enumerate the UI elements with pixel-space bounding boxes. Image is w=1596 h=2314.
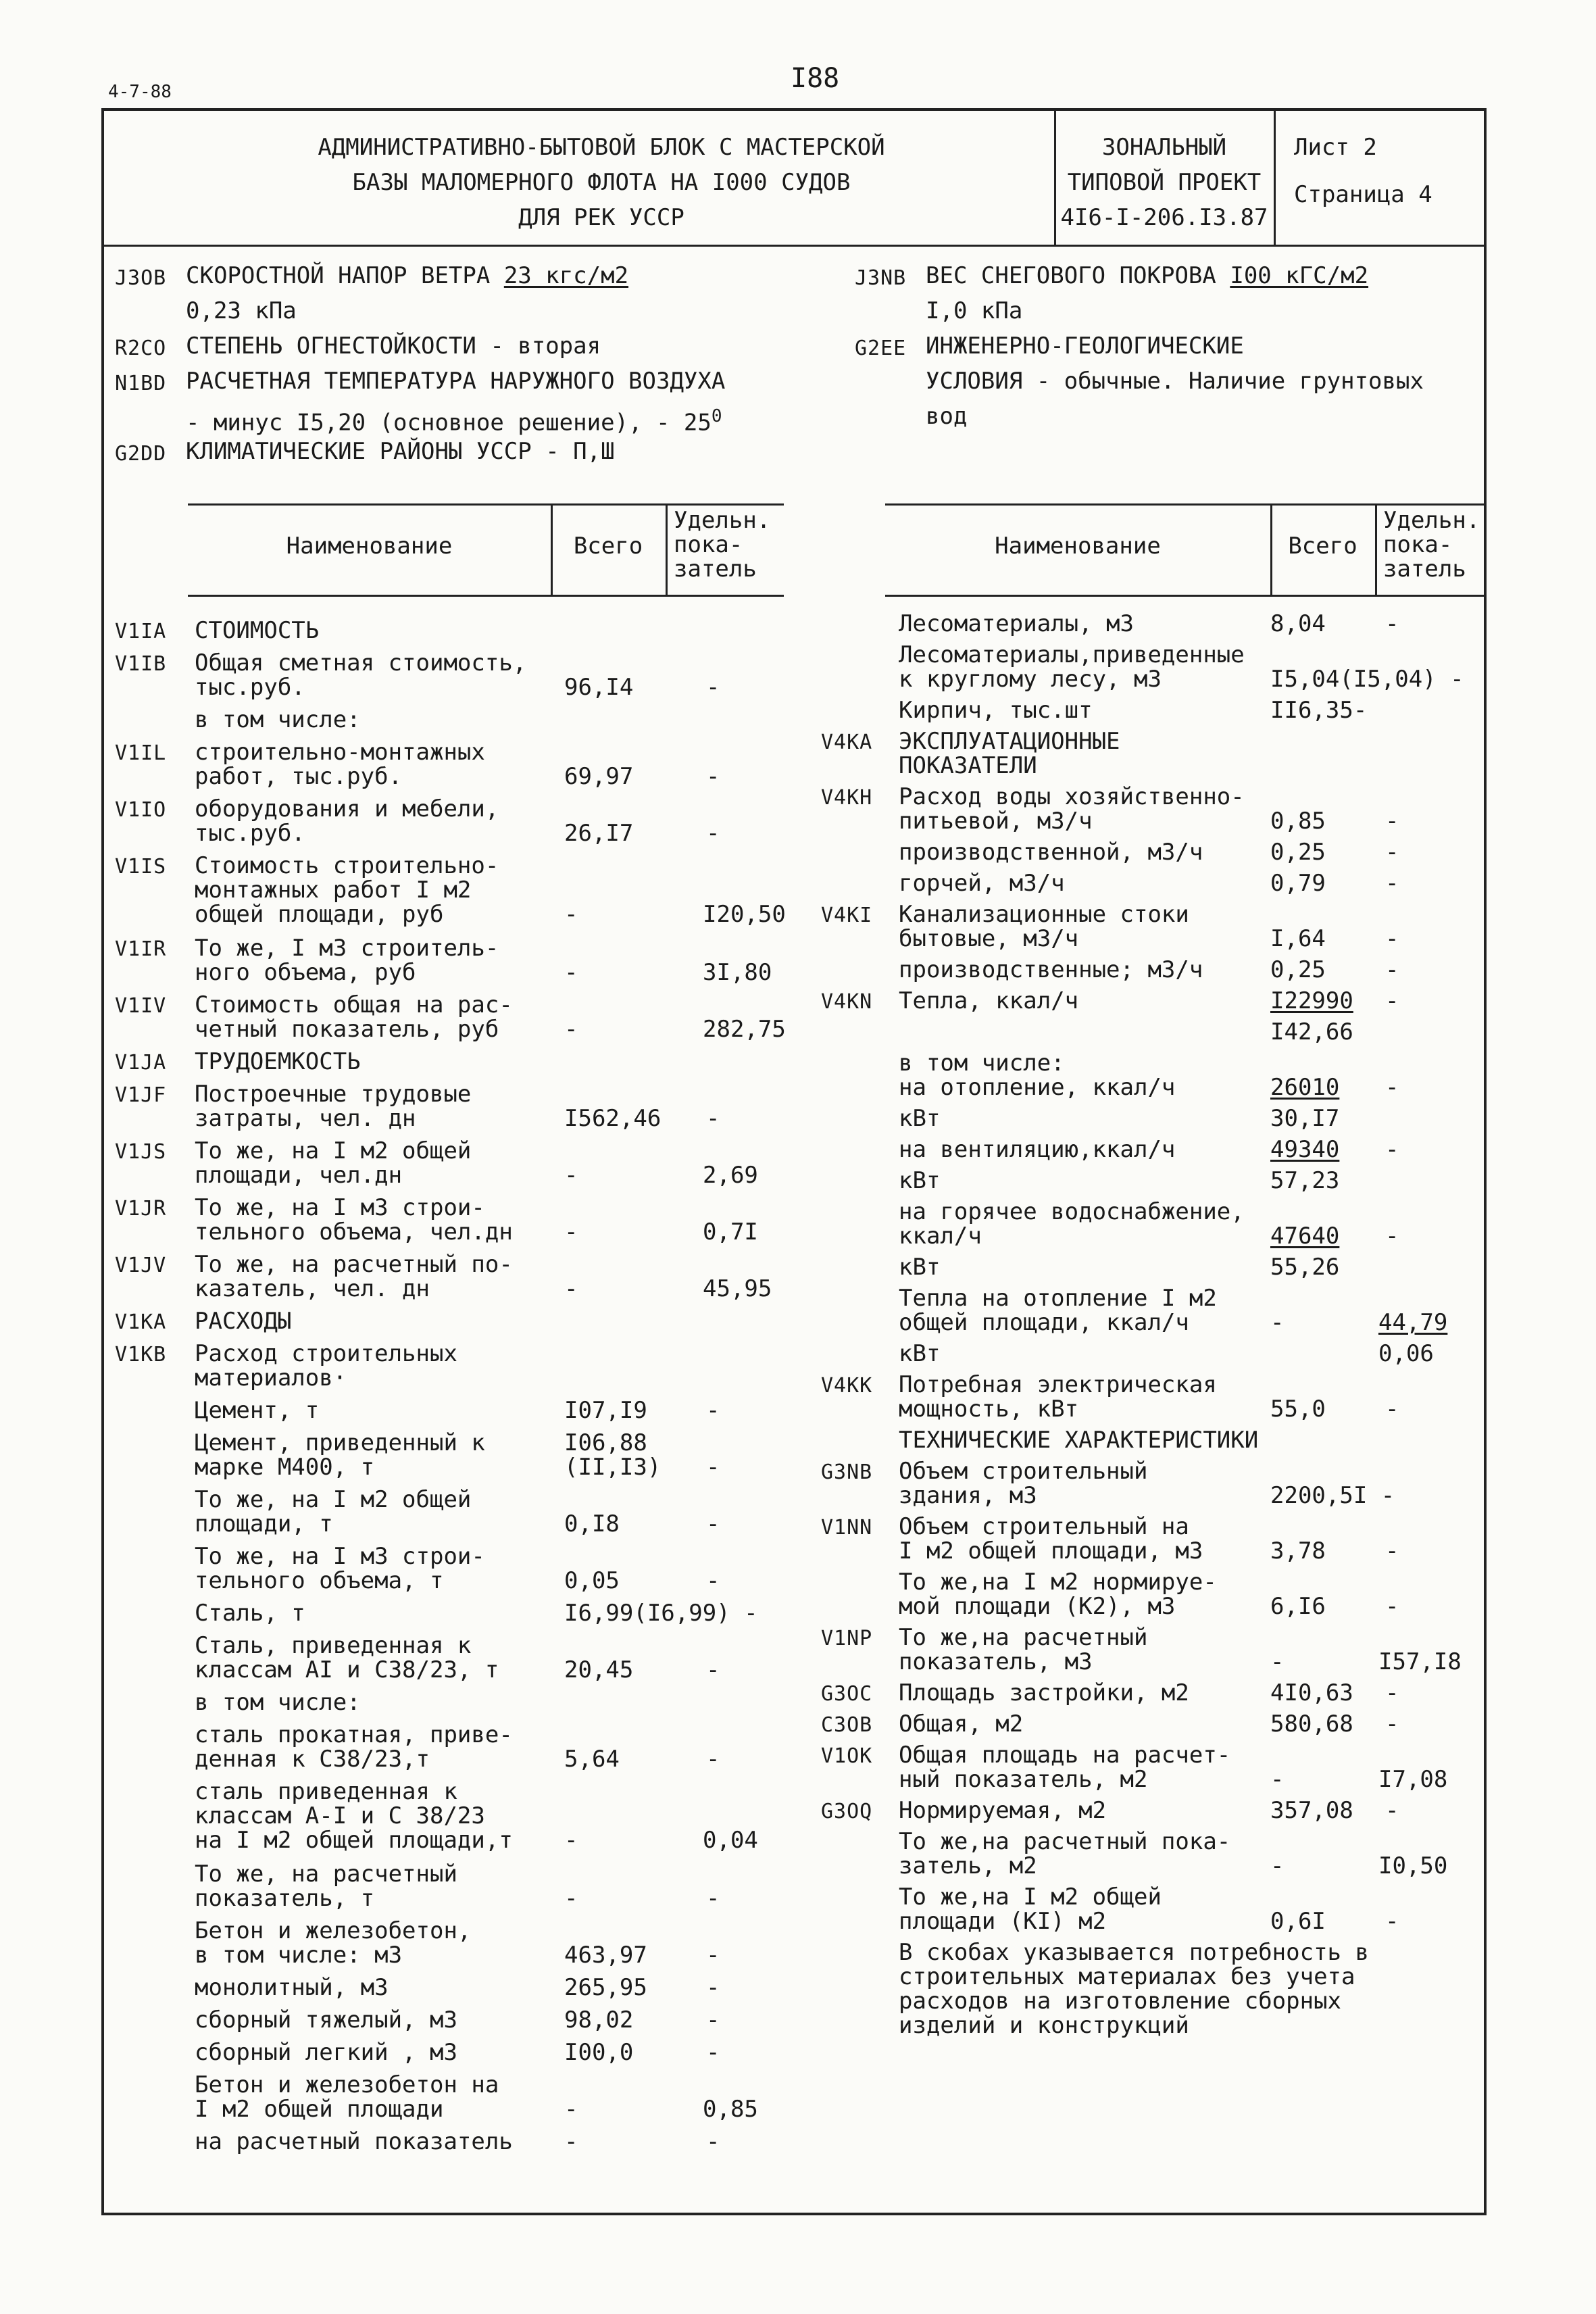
row-total: 0,05 xyxy=(564,1567,620,1594)
row-specific: 2,69 xyxy=(703,1162,758,1189)
param-text xyxy=(926,369,1424,393)
row-label: кВт xyxy=(899,1105,941,1132)
row-specific: - xyxy=(1385,1223,1399,1250)
row-total: 49340 xyxy=(1270,1136,1340,1163)
row-label: сборный легкий , м3 xyxy=(195,2039,457,2066)
row-label: показатель, м3 xyxy=(899,1648,1093,1675)
row-label: показатель, т xyxy=(195,1885,375,1912)
page-label: Страница 4 xyxy=(1294,181,1432,208)
param-value: I00 кГС/м2 xyxy=(1230,262,1369,289)
row-label: То же,на I м2 общей xyxy=(899,1884,1162,1911)
param-label: I,0 кПа xyxy=(926,297,1023,324)
table-header-bottom-rule xyxy=(885,595,1487,597)
row-label: классам AI и С38/23, т xyxy=(195,1656,499,1683)
row-label: Потребная электрическая xyxy=(899,1371,1217,1398)
sheet-label: Лист 2 xyxy=(1294,134,1377,161)
row-label: СТОИМОСТЬ xyxy=(195,617,320,644)
row-total: 2200,5I - xyxy=(1270,1482,1395,1509)
param-code: J3OB xyxy=(115,266,167,290)
row-label: Объем строительный на xyxy=(899,1513,1189,1540)
row-specific: - xyxy=(706,1567,720,1594)
param-text xyxy=(186,404,722,435)
row-label: в том числе: м3 xyxy=(195,1942,403,1969)
row-label: Цемент, т xyxy=(195,1397,320,1424)
table-header-top-rule xyxy=(188,503,784,506)
row-specific: 45,95 xyxy=(703,1275,772,1302)
row-total: I6,99(I6,99) - xyxy=(564,1600,758,1627)
row-label: тельного объема, т xyxy=(195,1567,444,1594)
row-total: 463,97 xyxy=(564,1942,647,1969)
row-specific: - xyxy=(706,820,720,847)
row-code: V1NN xyxy=(821,1516,873,1540)
row-code: V1JR xyxy=(115,1197,167,1221)
row-total: 6,I6 xyxy=(1270,1593,1326,1620)
row-label: площади, чел.дн xyxy=(195,1162,403,1189)
row-code: V1JF xyxy=(115,1083,167,1107)
row-label: То же, на расчетный по- xyxy=(195,1251,513,1278)
row-specific: - xyxy=(1385,925,1399,952)
row-specific: - xyxy=(706,2039,720,2066)
row-label: кВт xyxy=(899,1254,941,1281)
column-header-name: Наименование xyxy=(286,533,453,560)
row-specific: - xyxy=(1385,1537,1399,1565)
row-specific: - xyxy=(706,1942,720,1969)
column-header-name: Наименование xyxy=(995,533,1161,560)
row-label: Общая сметная стоимость, xyxy=(195,649,527,676)
row-total: - xyxy=(1270,1852,1285,1879)
param-label: УСЛОВИЯ - обычные. Наличие грунтовых xyxy=(926,368,1424,395)
param-label: ВЕС СНЕГОВОГО ПОКРОВА xyxy=(926,262,1230,289)
row-label: Кирпич, тыс.шт xyxy=(899,697,1093,724)
row-label: мощность, кВт xyxy=(899,1396,1079,1423)
row-total: - xyxy=(564,1885,578,1912)
row-label: здания, м3 xyxy=(899,1482,1037,1509)
row-total: 26,I7 xyxy=(564,820,634,847)
row-label: общей площади, руб xyxy=(195,901,444,928)
header-title-line: БАЗЫ МАЛОМЕРНОГО ФЛОТА НА I000 СУДОВ xyxy=(352,169,851,196)
row-label: строительно-монтажных xyxy=(195,739,485,766)
row-total: 5,64 xyxy=(564,1746,620,1773)
row-specific: - xyxy=(706,1885,720,1912)
row-total: 0,I8 xyxy=(564,1510,620,1537)
param-text xyxy=(926,264,1368,288)
project-code-line: ТИПОВОЙ ПРОЕКТ xyxy=(1067,169,1262,196)
row-total: I07,I9 xyxy=(564,1397,647,1424)
row-label: ТРУДОЕМКОСТЬ xyxy=(195,1048,361,1075)
row-label: ПОКАЗАТЕЛИ xyxy=(899,752,1037,779)
row-label: на вентиляцию,ккал/ч xyxy=(899,1136,1176,1163)
param-code: J3NB xyxy=(855,266,907,290)
row-label: То же, на I м2 общей xyxy=(195,1137,472,1164)
column-header-specific: Удельн. xyxy=(674,507,771,534)
row-specific: - xyxy=(1385,987,1399,1014)
row-total: 55,0 xyxy=(1270,1396,1326,1423)
row-label: бытовые, м3/ч xyxy=(899,925,1079,952)
param-code: G2EE xyxy=(855,337,907,360)
row-specific: - xyxy=(706,1974,720,2001)
column-header-specific: пока- xyxy=(1383,531,1453,558)
row-label: Нормируемая, м2 xyxy=(899,1797,1107,1824)
row-code: V1IS xyxy=(115,855,167,879)
param-text xyxy=(926,299,1022,323)
row-label: Цемент, приведенный к xyxy=(195,1429,485,1456)
row-label: тыс.руб. xyxy=(195,820,305,847)
row-label: классам А-I и С 38/23 xyxy=(195,1802,485,1829)
row-label: Бетон и железобетон на xyxy=(195,2071,499,2098)
row-specific: - xyxy=(1385,1679,1399,1706)
header-divider-2 xyxy=(1274,108,1276,246)
row-label: Стоимость общая на рас- xyxy=(195,991,513,1018)
row-label: на I м2 общей площади,т xyxy=(195,1827,513,1854)
row-label: казатель, чел. дн xyxy=(195,1275,430,1302)
param-text xyxy=(926,334,1244,358)
row-label: Лесоматериалы, м3 xyxy=(899,610,1134,637)
row-specific: - xyxy=(706,1454,720,1481)
row-code: G3NB xyxy=(821,1460,873,1484)
row-label: ного объема, руб xyxy=(195,959,416,986)
row-label: работ, тыс.руб. xyxy=(195,763,403,790)
row-total: - xyxy=(564,1016,578,1043)
row-total: - xyxy=(1270,1766,1285,1793)
row-specific: - xyxy=(1385,808,1399,835)
param-label: - минус I5,20 (основное решение), - 25 xyxy=(186,409,712,437)
row-total: 30,I7 xyxy=(1270,1105,1340,1132)
row-specific: - xyxy=(706,1105,720,1132)
row-total: 69,97 xyxy=(564,763,634,790)
row-specific: I7,08 xyxy=(1378,1766,1448,1793)
row-label: оборудования и мебели, xyxy=(195,795,499,822)
row-label: марке М400, т xyxy=(195,1454,375,1481)
row-label: То же, на I м2 общей xyxy=(195,1486,472,1513)
row-total: - xyxy=(1270,1309,1285,1336)
row-code: V1JV xyxy=(115,1254,167,1277)
row-label: Сталь, приведенная к xyxy=(195,1632,472,1659)
row-label: кВт xyxy=(899,1167,941,1194)
row-label: То же, на расчетный xyxy=(195,1861,457,1888)
param-text xyxy=(186,334,601,358)
row-label: Лесоматериалы,приведенные xyxy=(899,641,1245,668)
param-label: СКОРОСТНОЙ НАПОР ВЕТРА xyxy=(186,262,504,289)
row-label: материалов· xyxy=(195,1364,347,1392)
row-specific: - xyxy=(1385,1908,1399,1935)
row-code: V1KB xyxy=(115,1343,167,1367)
row-label: затраты, чел. дн xyxy=(195,1105,416,1132)
row-label: питьевой, м3/ч xyxy=(899,808,1093,835)
row-code: V4KK xyxy=(821,1374,873,1398)
row-label: Стоимость строительно- xyxy=(195,852,499,879)
row-label: в том числе: xyxy=(195,1689,361,1716)
row-total: 0,25 xyxy=(1270,839,1326,866)
degree-mark: 0 xyxy=(711,406,722,426)
row-code: V1IV xyxy=(115,994,167,1018)
row-code: V1IL xyxy=(115,741,167,765)
column-header-total: Всего xyxy=(1288,533,1357,560)
row-specific: - xyxy=(706,1397,720,1424)
row-specific: 0,06 xyxy=(1378,1340,1434,1367)
doc-code: 4-7-88 xyxy=(108,82,172,102)
row-total: 0,25 xyxy=(1270,956,1326,983)
table-header-bottom-rule xyxy=(188,595,784,597)
row-total: I42,66 xyxy=(1270,1018,1353,1045)
row-label: ккал/ч xyxy=(899,1223,982,1250)
row-specific: - xyxy=(1385,1136,1399,1163)
row-label: Площадь застройки, м2 xyxy=(899,1679,1189,1706)
param-value: 23 кгс/м2 xyxy=(503,262,629,289)
row-code: V1IR xyxy=(115,937,167,961)
row-code: G3OC xyxy=(821,1682,873,1706)
param-code: N1BD xyxy=(115,372,167,395)
column-header-specific: Удельн. xyxy=(1383,507,1480,534)
row-label: расходов на изготовление сборных xyxy=(899,1988,1342,2015)
row-label: Тепла на отопление I м2 xyxy=(899,1285,1217,1312)
row-label: строительных материалах без учета xyxy=(899,1963,1355,1990)
column-header-specific: затель xyxy=(674,556,757,583)
row-total: - xyxy=(564,901,578,928)
header-title-line: ДЛЯ РЕК УССР xyxy=(518,204,684,231)
row-specific: 0,7I xyxy=(703,1218,758,1246)
row-specific: - xyxy=(706,2128,720,2155)
row-label: кВт xyxy=(899,1340,941,1367)
param-label: СТЕПЕНЬ ОГНЕСТОЙКОСТИ - вторая xyxy=(186,333,601,360)
row-label: В скобах указывается потребность в xyxy=(899,1939,1369,1966)
row-code: V1KA xyxy=(115,1310,167,1334)
row-total: 57,23 xyxy=(1270,1167,1340,1194)
page-number: I88 xyxy=(791,63,840,94)
param-text xyxy=(186,299,297,323)
project-code-block xyxy=(1056,135,1272,241)
row-total: - xyxy=(564,2128,578,2155)
row-label: на расчетный показатель xyxy=(195,2128,513,2155)
row-total: - xyxy=(564,1827,578,1854)
row-total: I00,0 xyxy=(564,2039,634,2066)
row-specific: - xyxy=(706,1656,720,1683)
row-specific: I0,50 xyxy=(1378,1852,1448,1879)
row-specific: 3I,80 xyxy=(703,959,772,986)
row-label: Сталь, т xyxy=(195,1600,305,1627)
row-total: 98,02 xyxy=(564,2007,634,2034)
row-label: производственной, м3/ч xyxy=(899,839,1203,866)
row-label: в том числе: xyxy=(899,1050,1065,1077)
row-label: Расход воды хозяйственно- xyxy=(899,783,1245,810)
param-label: РАСЧЕТНАЯ ТЕМПЕРАТУРА НАРУЖНОГО ВОЗДУХА xyxy=(186,368,726,395)
row-label: площади, т xyxy=(195,1510,333,1537)
row-specific: - xyxy=(1385,956,1399,983)
row-code: V4KN xyxy=(821,990,873,1014)
param-code: R2CO xyxy=(115,337,167,360)
row-total: II6,35- xyxy=(1270,697,1368,724)
project-code-line: 4I6-I-206.I3.87 xyxy=(1060,204,1268,231)
row-label: Общая, м2 xyxy=(899,1710,1024,1738)
row-label: мой площади (K2), м3 xyxy=(899,1593,1176,1620)
column-header-specific: пока- xyxy=(674,531,743,558)
row-specific: - xyxy=(1385,610,1399,637)
table-header-divider xyxy=(1375,503,1377,595)
row-label: ный показатель, м2 xyxy=(899,1766,1148,1793)
table-header-top-rule xyxy=(885,503,1487,506)
row-total: I5,04(I5,04) - xyxy=(1270,666,1464,693)
param-text xyxy=(926,404,967,428)
column-header-specific: затель xyxy=(1383,556,1466,583)
row-label: Построечные трудовые xyxy=(195,1081,472,1108)
row-label: производственные; м3/ч xyxy=(899,956,1203,983)
row-code: V1JA xyxy=(115,1051,167,1075)
row-code: V1IO xyxy=(115,798,167,822)
row-label: сталь приведенная к xyxy=(195,1778,457,1805)
row-label: I м2 общей площади, м3 xyxy=(899,1537,1203,1565)
row-label: Общая площадь на расчет- xyxy=(899,1742,1231,1769)
row-specific: 0,04 xyxy=(703,1827,758,1854)
row-total: 357,08 xyxy=(1270,1797,1353,1824)
row-total: 20,45 xyxy=(564,1656,634,1683)
row-total: I562,46 xyxy=(564,1105,662,1132)
row-specific: 44,79 xyxy=(1378,1309,1448,1336)
row-specific: - xyxy=(706,674,720,701)
row-total: 0,79 xyxy=(1270,870,1326,897)
row-specific: - xyxy=(706,2007,720,2034)
row-label: сталь прокатная, приве- xyxy=(195,1721,513,1748)
row-total: 4I0,63 xyxy=(1270,1679,1353,1706)
row-specific: - xyxy=(1385,1074,1399,1101)
row-code: V1JS xyxy=(115,1140,167,1164)
row-total: 96,I4 xyxy=(564,674,634,701)
row-specific: - xyxy=(1385,1710,1399,1738)
row-specific: - xyxy=(706,1746,720,1773)
row-specific: I57,I8 xyxy=(1378,1648,1462,1675)
row-label: ЭКСПЛУАТАЦИОННЫЕ xyxy=(899,728,1120,755)
row-total: 0,85 xyxy=(1270,808,1326,835)
param-label: ИНЖЕНЕРНО-ГЕОЛОГИЧЕСКИЕ xyxy=(926,333,1244,360)
row-total: - xyxy=(564,1275,578,1302)
table-header-divider xyxy=(666,503,668,595)
row-total: I,64 xyxy=(1270,925,1326,952)
row-label: Расход строительных xyxy=(195,1340,457,1367)
row-code: C3OB xyxy=(821,1713,873,1737)
row-label: четный показатель, руб xyxy=(195,1016,499,1043)
row-label: Бетон и железобетон, xyxy=(195,1917,472,1944)
row-total: 580,68 xyxy=(1270,1710,1353,1738)
row-total: - xyxy=(1270,1648,1285,1675)
row-label: Тепла, ккал/ч xyxy=(899,987,1079,1014)
row-total: - xyxy=(564,2096,578,2123)
row-specific: 0,85 xyxy=(703,2096,758,2123)
param-label: вод xyxy=(926,403,968,430)
row-specific: 282,75 xyxy=(703,1016,786,1043)
row-specific: - xyxy=(1385,1797,1399,1824)
row-total: 8,04 xyxy=(1270,610,1326,637)
row-total: 265,95 xyxy=(564,1974,647,2001)
row-label: монолитный, м3 xyxy=(195,1974,389,2001)
param-text xyxy=(186,264,628,288)
row-total: - xyxy=(564,1218,578,1246)
row-label: То же,на расчетный пока- xyxy=(899,1828,1231,1855)
row-total: 26010 xyxy=(1270,1074,1340,1101)
row-label: на горячее водоснабжение, xyxy=(899,1198,1245,1225)
row-code: G3OQ xyxy=(821,1800,873,1823)
row-total: I06,88 xyxy=(564,1429,647,1456)
row-label: РАСХОДЫ xyxy=(195,1308,292,1335)
row-label: тыс.руб. xyxy=(195,674,305,701)
row-label: денная к С38/23,т xyxy=(195,1746,430,1773)
row-specific: - xyxy=(1385,839,1399,866)
row-total: 55,26 xyxy=(1270,1254,1340,1281)
row-total: 0,6I xyxy=(1270,1908,1326,1935)
row-label: То же,на I м2 нормируе- xyxy=(899,1569,1217,1596)
header-title-line: АДМИНИСТРАТИВНО-БЫТОВОЙ БЛОК С МАСТЕРСКОЙ xyxy=(318,134,885,161)
row-total: 47640 xyxy=(1270,1223,1340,1250)
row-total: - xyxy=(564,959,578,986)
param-label: КЛИМАТИЧЕСКИЕ РАЙОНЫ УССР - П,Ш xyxy=(186,438,615,465)
row-label: То же, I м3 строитель- xyxy=(195,935,499,962)
column-header-total: Всего xyxy=(573,533,643,560)
row-label: I м2 общей площади xyxy=(195,2096,444,2123)
project-code-line: ЗОНАЛЬНЫЙ xyxy=(1101,134,1227,161)
row-specific: - xyxy=(1385,1593,1399,1620)
param-code: G2DD xyxy=(115,442,167,466)
param-text xyxy=(186,439,615,464)
row-label: изделий и конструкций xyxy=(899,2012,1189,2039)
row-label: в том числе: xyxy=(195,706,361,733)
row-specific: - xyxy=(1385,870,1399,897)
row-code: V1NP xyxy=(821,1627,873,1650)
param-label: 0,23 кПа xyxy=(186,297,297,324)
row-code: V1IA xyxy=(115,620,167,643)
row-label: тельного объема, чел.дн xyxy=(195,1218,513,1246)
row-label: сборный тяжелый, м3 xyxy=(195,2007,457,2034)
row-label: затель, м2 xyxy=(899,1852,1037,1879)
row-label: к круглому лесу, м3 xyxy=(899,666,1162,693)
row-label: ТЕХНИЧЕСКИЕ ХАРАКТЕРИСТИКИ xyxy=(899,1427,1259,1454)
row-label: Объем строительный xyxy=(899,1458,1148,1485)
row-code: V1IB xyxy=(115,652,167,676)
row-label: Канализационные стоки xyxy=(899,901,1189,928)
row-label: площади (KI) м2 xyxy=(899,1908,1107,1935)
row-total-extra: (II,I3) xyxy=(564,1454,662,1481)
row-label: на отопление, ккал/ч xyxy=(899,1074,1176,1101)
row-label: То же, на I м3 строи- xyxy=(195,1543,485,1570)
row-code: V4KI xyxy=(821,904,873,927)
row-specific: - xyxy=(1385,1396,1399,1423)
param-text xyxy=(186,369,725,393)
row-code: V1OK xyxy=(821,1744,873,1768)
row-code: V4KA xyxy=(821,731,873,754)
row-specific: - xyxy=(706,1510,720,1537)
row-total: 3,78 xyxy=(1270,1537,1326,1565)
row-label: горчей, м3/ч xyxy=(899,870,1065,897)
row-label: общей площади, ккал/ч xyxy=(899,1309,1189,1336)
header-bottom-rule xyxy=(101,245,1487,247)
row-label: То же, на I м3 строи- xyxy=(195,1194,485,1221)
row-specific: - xyxy=(706,763,720,790)
row-label: монтажных работ I м2 xyxy=(195,877,472,904)
row-total: I22990 xyxy=(1270,987,1353,1014)
row-code: V4KH xyxy=(821,786,873,810)
row-total: - xyxy=(564,1162,578,1189)
row-specific: I20,50 xyxy=(703,901,786,928)
header-title xyxy=(230,135,973,241)
row-label: То же,на расчетный xyxy=(899,1624,1148,1651)
